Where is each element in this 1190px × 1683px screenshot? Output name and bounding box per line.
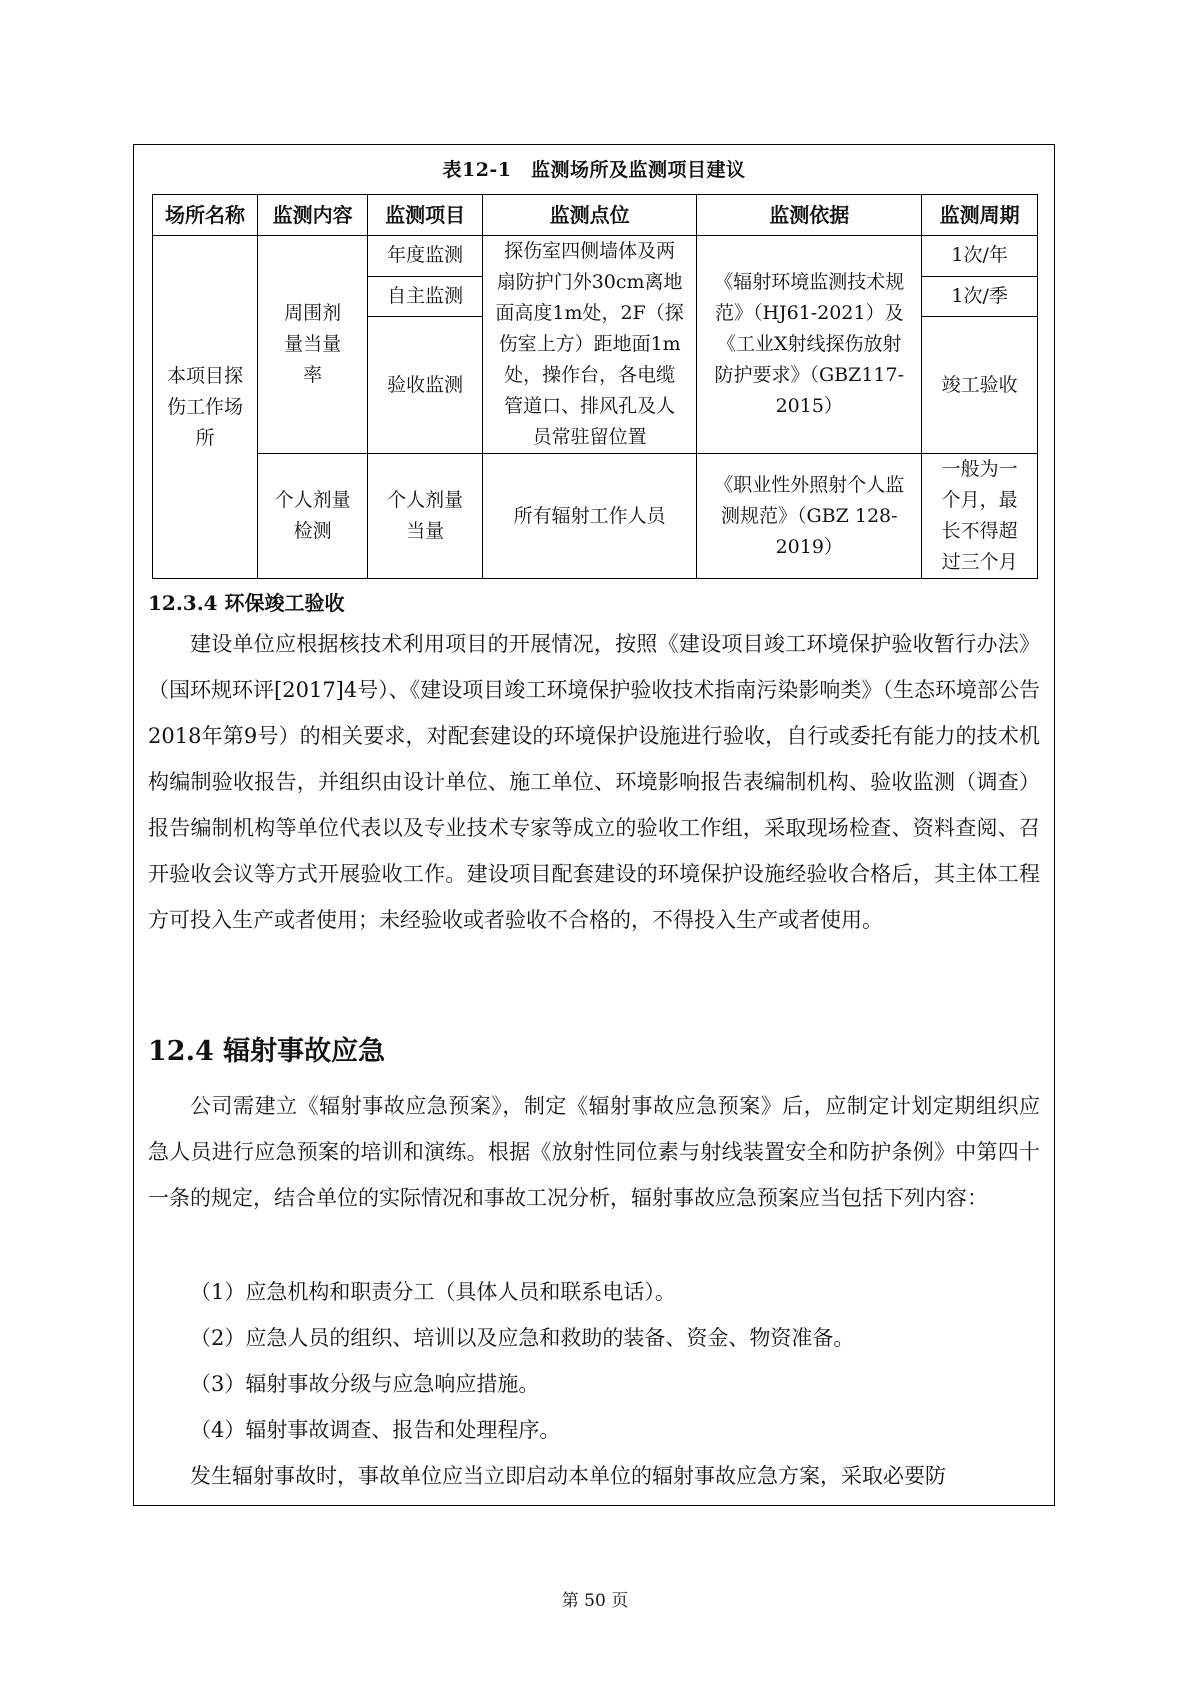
cell-dose-content: 周围剂量当量率 (258, 236, 368, 454)
table-header-row (153, 195, 1038, 236)
cell-period-quarter: 1次/季 (922, 276, 1038, 317)
cell-item-acceptance: 验收监测 (368, 317, 483, 454)
cell-personal-content: 个人剂量检测 (258, 454, 368, 579)
list-item: （1）应急机构和职责分工（具体人员和联系电话）。 (190, 1280, 676, 1304)
header-basis: 监测依据 (697, 195, 922, 236)
header-place: 场所名称 (153, 195, 258, 236)
table-row (153, 454, 1038, 579)
table-caption: 表12-1 监测场所及监测项目建议 (442, 159, 746, 181)
list-item: （3）辐射事故分级与应急响应措施。 (190, 1372, 540, 1396)
cell-period-annual: 1次/年 (922, 236, 1038, 277)
header-content: 监测内容 (258, 195, 368, 236)
cell-personal-basis: 《职业性外照射个人监测规范》（GBZ 128-2019） (697, 454, 922, 579)
cell-dose-basis: 《辐射环境监测技术规范》（HJ61-2021）及《工业X射线探伤放射防护要求》（GBZ117-2015） (697, 236, 922, 454)
incident-paragraph: 发生辐射事故时，事故单位应当立即启动本单位的辐射事故应急方案，采取必要防 (190, 1464, 946, 1488)
table-row (153, 236, 1038, 277)
section-heading-12-4: 12.4 辐射事故应急 (148, 1036, 386, 1067)
header-period: 监测周期 (922, 195, 1038, 236)
page-number: 第 50 页 (561, 1591, 629, 1611)
emergency-paragraph: 公司需建立《辐射事故应急预案》，制定《辐射事故应急预案》后，应制定计划定期组织应急人员进行应急预案的培训和演练。根据《放射性同位素与射线装置安全和防护条例》中第四十一条的规定，结合单位的实际情况和事故工况分析，辐射事故应急预案应当包括下列内容： (148, 1094, 1040, 1210)
cell-place: 本项目探伤工作场所 (153, 236, 258, 579)
header-points: 监测点位 (482, 195, 696, 236)
cell-item-annual: 年度监测 (368, 236, 483, 277)
list-item: （4）辐射事故调查、报告和处理程序。 (190, 1418, 561, 1442)
monitoring-table (152, 194, 1038, 579)
acceptance-paragraph: 建设单位应根据核技术利用项目的开展情况，按照《建设项目竣工环境保护验收暂行办法》（国环规环评[2017]4号）、《建设项目竣工环境保护验收技术指南污染影响类》（生态环境部公告2018年第9号）的相关要求，对配套建设的环境保护设施进行验收，自行或委托有能力的技术机构编制验收报告，并组织由设计单位、施工单位、环境影响报告表编制机构、验收监测（调查）报告编制机构等单位代表以及专业技术专家等成立的验收工作组，采取现场检查、资料查阅、召开验收会议等方式开展验收工作。建设项目配套建设的环境保护设施经验收合格后，其主体工程方可投入生产或者使用；未经验收或者验收不合格的，不得投入生产或者使用。 (148, 632, 1040, 932)
cell-item-self: 自主监测 (368, 276, 483, 317)
cell-personal-points: 所有辐射工作人员 (482, 454, 696, 579)
cell-personal-period: 一般为一个月，最长不得超过三个月 (922, 454, 1038, 579)
list-item: （2）应急人员的组织、培训以及应急和救助的装备、资金、物资准备。 (190, 1326, 855, 1350)
header-item: 监测项目 (368, 195, 483, 236)
content-frame (133, 144, 1055, 1506)
cell-period-completion: 竣工验收 (922, 317, 1038, 454)
emergency-plan-list (148, 1269, 1040, 1453)
section-heading-12-3-4: 12.3.4 环保竣工验收 (148, 591, 345, 615)
cell-dose-points: 探伤室四侧墙体及两扇防护门外30cm离地面高度1m处，2F（探伤室上方）距地面1m处，操作台，各电缆管道口、排风孔及人员常驻留位置 (482, 236, 696, 454)
cell-personal-item: 个人剂量当量 (368, 454, 483, 579)
